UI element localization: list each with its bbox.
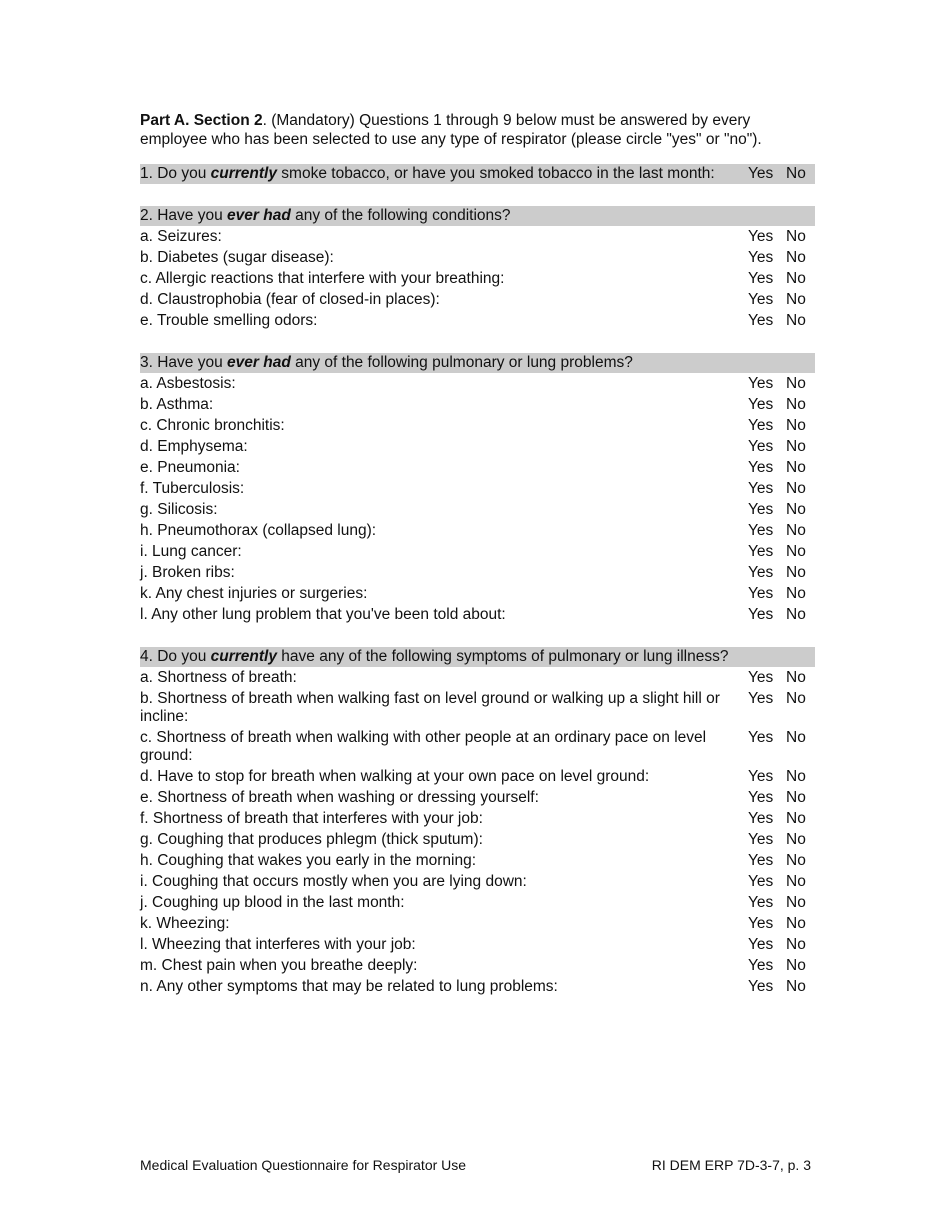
footer-page-ref: RI DEM ERP 7D-3-7, p. 3 (651, 1157, 811, 1173)
yes-option[interactable]: Yes (748, 374, 774, 392)
item-label: e. Shortness of breath when washing or dressing yourself: (140, 788, 539, 806)
answer-options (748, 873, 815, 891)
answer-options (748, 894, 815, 912)
list-item (140, 310, 815, 331)
item-label: c. Allergic reactions that interfere with your breathing: (140, 269, 505, 287)
no-option[interactable]: No (786, 851, 806, 869)
list-item (140, 289, 815, 310)
item-label: l. Wheezing that interferes with your job: (140, 935, 416, 953)
answer-options (748, 957, 815, 975)
page-footer (140, 1157, 811, 1173)
no-option[interactable]: No (786, 956, 806, 974)
answer-options (748, 729, 815, 747)
list-item (140, 562, 815, 583)
yes-option[interactable]: Yes (748, 542, 774, 560)
yes-option[interactable]: Yes (748, 395, 774, 413)
yes-option[interactable]: Yes (748, 521, 774, 539)
list-item (140, 499, 815, 520)
yes-option[interactable]: Yes (748, 689, 774, 707)
item-label: a. Asbestosis: (140, 374, 236, 392)
answer-options (748, 249, 815, 267)
yes-option[interactable]: Yes (748, 872, 774, 890)
list-item (140, 604, 815, 625)
answer-options (748, 375, 815, 393)
yes-option[interactable]: Yes (748, 269, 774, 287)
answer-options (748, 417, 815, 435)
no-option[interactable]: No (786, 935, 806, 953)
yes-option[interactable]: Yes (748, 563, 774, 581)
list-item (140, 247, 815, 268)
intro-text: . (Mandatory) Questions 1 through 9 below must be answered by every employee who has been selected to use any type of respirator (please circle "yes" or "no"). (140, 112, 762, 148)
answer-options (748, 396, 815, 414)
yes-option[interactable]: Yes (748, 788, 774, 806)
item-label: m. Chest pain when you breathe deeply: (140, 956, 418, 974)
item-label: a. Seizures: (140, 227, 222, 245)
list-item (140, 478, 815, 499)
question-2-emphasis: ever had (227, 207, 291, 224)
item-label: b. Diabetes (sugar disease): (140, 248, 334, 266)
yes-option[interactable]: Yes (748, 416, 774, 434)
no-option[interactable]: No (786, 437, 806, 455)
item-label: j. Broken ribs: (140, 563, 235, 581)
no-option[interactable]: No (786, 872, 806, 890)
item-label: k. Wheezing: (140, 914, 230, 932)
section-title: Part A. Section 2 (140, 112, 263, 129)
question-4-text (140, 647, 815, 667)
question-1-answer (748, 164, 815, 184)
list-item (140, 268, 815, 289)
list-item (140, 727, 815, 766)
yes-option[interactable]: Yes (748, 479, 774, 497)
item-label: f. Shortness of breath that interferes with your job: (140, 809, 483, 827)
question-1-text (140, 164, 748, 184)
list-item (140, 850, 815, 871)
list-item (140, 913, 815, 934)
list-item (140, 415, 815, 436)
no-option[interactable]: No (786, 248, 806, 266)
item-label: h. Coughing that wakes you early in the morning: (140, 851, 477, 869)
question-3-text (140, 353, 815, 373)
no-option[interactable]: No (786, 728, 806, 746)
yes-option[interactable]: Yes (748, 500, 774, 518)
yes-option[interactable]: Yes (748, 935, 774, 953)
no-option[interactable]: No (786, 830, 806, 848)
list-item (140, 934, 815, 955)
no-option[interactable]: No (786, 374, 806, 392)
list-item (140, 976, 815, 997)
footer-title: Medical Evaluation Questionnaire for Respirator Use (140, 1157, 467, 1173)
yes-option[interactable]: Yes (748, 605, 774, 623)
list-item (140, 583, 815, 604)
yes-option[interactable]: Yes (748, 893, 774, 911)
no-option[interactable]: No (786, 290, 806, 308)
question-2 (140, 206, 815, 226)
item-label: d. Claustrophobia (fear of closed-in places): (140, 290, 440, 308)
question-4-pre: 4. Do you (140, 648, 211, 665)
answer-options (748, 228, 815, 246)
yes-option[interactable]: Yes (748, 227, 774, 245)
answer-options (748, 669, 815, 687)
question-4-items (140, 667, 815, 997)
question-3-post: any of the following pulmonary or lung problems? (290, 354, 633, 371)
no-option[interactable]: No (786, 788, 806, 806)
yes-option[interactable]: Yes (748, 767, 774, 785)
answer-options (748, 522, 815, 540)
item-label: n. Any other symptoms that may be related to lung problems: (140, 977, 558, 995)
answer-options (748, 831, 815, 849)
answer-options (748, 501, 815, 519)
no-option[interactable]: No (786, 914, 806, 932)
no-option[interactable]: No (786, 311, 806, 329)
list-item (140, 394, 815, 415)
no-option[interactable]: No (786, 227, 806, 245)
list-item (140, 520, 815, 541)
answer-options (748, 543, 815, 561)
yes-option[interactable]: Yes (748, 458, 774, 476)
list-item (140, 688, 815, 727)
item-label: k. Any chest injuries or surgeries: (140, 584, 368, 602)
answer-options (748, 480, 815, 498)
yes-option[interactable]: Yes (748, 851, 774, 869)
item-label: f. Tuberculosis: (140, 479, 245, 497)
no-option[interactable]: No (786, 563, 806, 581)
item-label: b. Asthma: (140, 395, 214, 413)
answer-options (748, 690, 815, 708)
yes-option[interactable]: Yes (748, 728, 774, 746)
list-item (140, 226, 815, 247)
item-label: i. Lung cancer: (140, 542, 242, 560)
list-item (140, 457, 815, 478)
yes-option[interactable]: Yes (748, 165, 774, 182)
no-option[interactable]: No (786, 479, 806, 497)
yes-option[interactable]: Yes (748, 668, 774, 686)
no-option[interactable]: No (786, 165, 806, 182)
list-item (140, 829, 815, 850)
no-option[interactable]: No (786, 542, 806, 560)
item-label: g. Coughing that produces phlegm (thick sputum): (140, 830, 483, 848)
answer-options (748, 936, 815, 954)
questionnaire-page (140, 111, 815, 997)
no-option[interactable]: No (786, 809, 806, 827)
no-option[interactable]: No (786, 269, 806, 287)
item-label: l. Any other lung problem that you've been told about: (140, 605, 506, 623)
question-2-pre: 2. Have you (140, 207, 228, 224)
yes-option[interactable]: Yes (748, 914, 774, 932)
no-option[interactable]: No (786, 977, 806, 995)
list-item (140, 766, 815, 787)
answer-options (748, 564, 815, 582)
answer-options (748, 852, 815, 870)
no-option[interactable]: No (786, 395, 806, 413)
question-1-post: smoke tobacco, or have you smoked tobacco in the last month: (277, 165, 715, 182)
yes-option[interactable]: Yes (748, 311, 774, 329)
question-2-post: any of the following conditions? (290, 207, 511, 224)
item-label: j. Coughing up blood in the last month: (140, 893, 405, 911)
item-label: c. Chronic bronchitis: (140, 416, 285, 434)
answer-options (748, 978, 815, 996)
yes-option[interactable]: Yes (748, 977, 774, 995)
no-option[interactable]: No (786, 893, 806, 911)
question-3-emphasis: ever had (227, 354, 291, 371)
no-option[interactable]: No (786, 416, 806, 434)
answer-options (748, 789, 815, 807)
yes-option[interactable]: Yes (748, 830, 774, 848)
item-label: c. Shortness of breath when walking with other people at an ordinary pace on level ground: (140, 728, 707, 764)
no-option[interactable]: No (786, 458, 806, 476)
question-4-post: have any of the following symptoms of pulmonary or lung illness? (277, 648, 729, 665)
question-2-items (140, 226, 815, 331)
no-option[interactable]: No (786, 584, 806, 602)
answer-options (748, 438, 815, 456)
item-label: d. Emphysema: (140, 437, 248, 455)
item-label: d. Have to stop for breath when walking at your own pace on level ground: (140, 767, 650, 785)
item-label: e. Pneumonia: (140, 458, 240, 476)
question-1-pre: 1. Do you (140, 165, 211, 182)
list-item (140, 541, 815, 562)
answer-options (748, 270, 815, 288)
list-item (140, 871, 815, 892)
item-label: b. Shortness of breath when walking fast on level ground or walking up a slight hill or incline: (140, 689, 720, 725)
answer-options (748, 810, 815, 828)
question-3 (140, 353, 815, 373)
item-label: h. Pneumothorax (collapsed lung): (140, 521, 377, 539)
list-item (140, 787, 815, 808)
no-option[interactable]: No (786, 668, 806, 686)
no-option[interactable]: No (786, 521, 806, 539)
item-label: a. Shortness of breath: (140, 668, 297, 686)
no-option[interactable]: No (786, 500, 806, 518)
question-4-emphasis: currently (210, 648, 277, 665)
list-item (140, 373, 815, 394)
question-3-pre: 3. Have you (140, 354, 228, 371)
list-item (140, 667, 815, 688)
yes-option[interactable]: Yes (748, 248, 774, 266)
answer-options (748, 585, 815, 603)
yes-option[interactable]: Yes (748, 290, 774, 308)
no-option[interactable]: No (786, 689, 806, 707)
item-label: e. Trouble smelling odors: (140, 311, 318, 329)
question-4 (140, 647, 815, 667)
answer-options (748, 312, 815, 330)
yes-option[interactable]: Yes (748, 437, 774, 455)
intro-paragraph (140, 111, 815, 149)
answer-options (748, 291, 815, 309)
list-item (140, 892, 815, 913)
no-option[interactable]: No (786, 605, 806, 623)
no-option[interactable]: No (786, 767, 806, 785)
yes-option[interactable]: Yes (748, 809, 774, 827)
question-1 (140, 164, 815, 184)
list-item (140, 808, 815, 829)
question-3-items (140, 373, 815, 625)
yes-option[interactable]: Yes (748, 584, 774, 602)
list-item (140, 955, 815, 976)
answer-options (748, 606, 815, 624)
item-label: g. Silicosis: (140, 500, 218, 518)
yes-option[interactable]: Yes (748, 956, 774, 974)
answer-options (748, 459, 815, 477)
list-item (140, 436, 815, 457)
item-label: i. Coughing that occurs mostly when you are lying down: (140, 872, 527, 890)
question-2-text (140, 206, 815, 226)
answer-options (748, 915, 815, 933)
question-1-emphasis: currently (210, 165, 277, 182)
answer-options (748, 768, 815, 786)
